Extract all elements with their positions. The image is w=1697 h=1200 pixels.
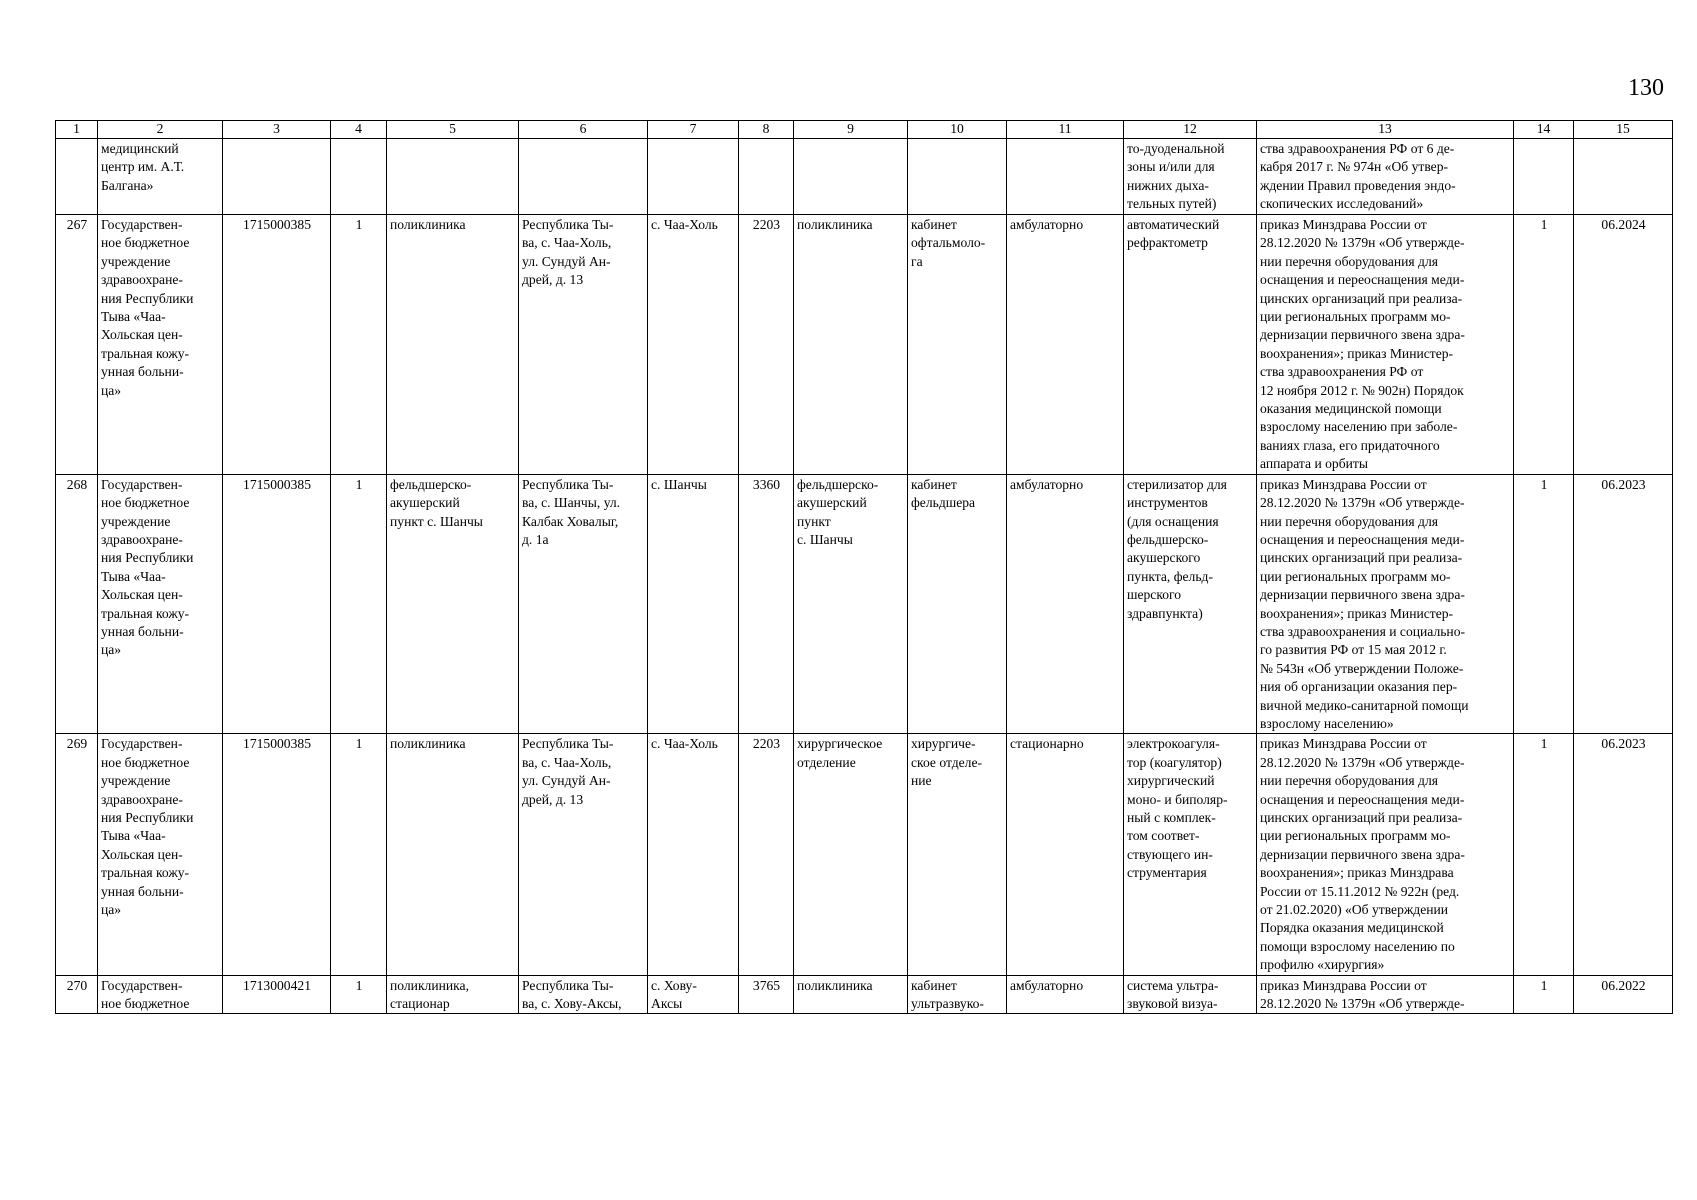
- table-row: [56, 215, 1673, 475]
- quantity-cell: 1: [331, 215, 387, 475]
- equipment-cell: электрокоагуля- тор (коагулятор) хирургический моно- и биполяр- ный с комплек- том соответ- ствующего ин- струментария: [1124, 734, 1257, 975]
- code-cell: 3360: [739, 474, 794, 734]
- column-header: 11: [1007, 121, 1124, 139]
- column-header: 5: [387, 121, 519, 139]
- column-header: 15: [1574, 121, 1673, 139]
- equipment-register-table: [55, 120, 1673, 1014]
- column-header: 12: [1124, 121, 1257, 139]
- address-cell: Республика Ты- ва, с. Хову-Аксы,: [519, 975, 648, 1014]
- code-cell: [739, 139, 794, 215]
- unit-cell: поликлиника: [794, 215, 908, 475]
- column-header: 7: [648, 121, 739, 139]
- inn-cell: [223, 139, 331, 215]
- row-number: 268: [56, 474, 98, 734]
- care-mode-cell: амбулаторно: [1007, 474, 1124, 734]
- column-header: 9: [794, 121, 908, 139]
- facility-type: фельдшерско- акушерский пункт с. Шанчы: [387, 474, 519, 734]
- equipment-cell: то-дуоденальной зоны и/или для нижних дыха- тельных путей): [1124, 139, 1257, 215]
- code-cell: 3765: [739, 975, 794, 1014]
- column-header: 2: [98, 121, 223, 139]
- table-row: [56, 474, 1673, 734]
- column-numbers-header: [56, 121, 1673, 139]
- care-mode-cell: амбулаторно: [1007, 215, 1124, 475]
- column-header: 8: [739, 121, 794, 139]
- inn-cell: 1715000385: [223, 734, 331, 975]
- room-cell: [908, 139, 1007, 215]
- column-header: 13: [1257, 121, 1514, 139]
- legal-basis-cell: приказ Минздрава России от 28.12.2020 № 1379н «Об утвержде- нии перечня оборудования для оснащения и переоснащения меди- цинских организаций при реализа- ции региональных программ мо- дернизации первичного звена здра- воохранения»; приказ Министер- ства здравоохранения РФ от 12 ноября 2012 г. № 902н) Порядок оказания медицинской помощи взрослому населению при заболе- ваниях глаза, его придаточного аппарата и орбиты: [1257, 215, 1514, 475]
- count-cell: 1: [1514, 734, 1574, 975]
- page-number: 130: [1628, 75, 1664, 101]
- legal-basis-cell: ства здравоохранения РФ от 6 де- кабря 2017 г. № 974н «Об утвер- ждении Правил проведения эндо- скопических исследований»: [1257, 139, 1514, 215]
- table-row: [56, 139, 1673, 215]
- facility-type: поликлиника, стационар: [387, 975, 519, 1014]
- legal-basis-cell: приказ Минздрава России от 28.12.2020 № 1379н «Об утвержде-: [1257, 975, 1514, 1014]
- unit-cell: хирургическое отделение: [794, 734, 908, 975]
- header-row: [56, 121, 1673, 139]
- column-header: 4: [331, 121, 387, 139]
- unit-cell: [794, 139, 908, 215]
- date-cell: 06.2023: [1574, 474, 1673, 734]
- row-number: 269: [56, 734, 98, 975]
- care-mode-cell: стационарно: [1007, 734, 1124, 975]
- row-number: [56, 139, 98, 215]
- quantity-cell: 1: [331, 474, 387, 734]
- organization-name: Государствен- ное бюджетное учреждение здравоохране- ния Республики Тыва «Чаа- Хольская цен- тральная кожу- унная больни- ца»: [98, 474, 223, 734]
- row-number: 267: [56, 215, 98, 475]
- count-cell: [1514, 139, 1574, 215]
- table-row: [56, 734, 1673, 975]
- code-cell: 2203: [739, 215, 794, 475]
- count-cell: 1: [1514, 975, 1574, 1014]
- inn-cell: 1713000421: [223, 975, 331, 1014]
- quantity-cell: 1: [331, 734, 387, 975]
- column-header: 1: [56, 121, 98, 139]
- column-header: 14: [1514, 121, 1574, 139]
- equipment-cell: автоматический рефрактометр: [1124, 215, 1257, 475]
- column-header: 3: [223, 121, 331, 139]
- organization-name: Государствен- ное бюджетное учреждение здравоохране- ния Республики Тыва «Чаа- Хольская цен- тральная кожу- унная больни- ца»: [98, 734, 223, 975]
- code-cell: 2203: [739, 734, 794, 975]
- unit-cell: поликлиника: [794, 975, 908, 1014]
- locality-cell: с. Шанчы: [648, 474, 739, 734]
- column-header: 6: [519, 121, 648, 139]
- legal-basis-cell: приказ Минздрава России от 28.12.2020 № 1379н «Об утвержде- нии перечня оборудования для оснащения и переоснащения меди- цинских организаций при реализа- ции региональных программ мо- дернизации первичного звена здра- воохранения»; приказ Минздрава России от 15.11.2012 № 922н (ред. от 21.02.2020) «Об утверждении Порядка оказания медицинской помощи взрослому населению по профилю «хирургия»: [1257, 734, 1514, 975]
- care-mode-cell: [1007, 139, 1124, 215]
- facility-type: [387, 139, 519, 215]
- locality-cell: с. Чаа-Холь: [648, 215, 739, 475]
- date-cell: 06.2024: [1574, 215, 1673, 475]
- room-cell: кабинет офтальмоло- га: [908, 215, 1007, 475]
- organization-name: Государствен- ное бюджетное учреждение здравоохране- ния Республики Тыва «Чаа- Хольская цен- тральная кожу- унная больни- ца»: [98, 215, 223, 475]
- facility-type: поликлиника: [387, 734, 519, 975]
- organization-name: Государствен- ное бюджетное: [98, 975, 223, 1014]
- organization-name: медицинский центр им. А.Т. Балгана»: [98, 139, 223, 215]
- date-cell: 06.2022: [1574, 975, 1673, 1014]
- unit-cell: фельдшерско- акушерский пункт с. Шанчы: [794, 474, 908, 734]
- address-cell: [519, 139, 648, 215]
- locality-cell: [648, 139, 739, 215]
- locality-cell: с. Чаа-Холь: [648, 734, 739, 975]
- column-header: 10: [908, 121, 1007, 139]
- inn-cell: 1715000385: [223, 215, 331, 475]
- locality-cell: с. Хову- Аксы: [648, 975, 739, 1014]
- address-cell: Республика Ты- ва, с. Чаа-Холь, ул. Сундуй Ан- дрей, д. 13: [519, 215, 648, 475]
- inn-cell: 1715000385: [223, 474, 331, 734]
- equipment-cell: стерилизатор для инструментов (для оснащения фельдшерско- акушерского пункта, фельд- шерского здравпункта): [1124, 474, 1257, 734]
- row-number: 270: [56, 975, 98, 1014]
- care-mode-cell: амбулаторно: [1007, 975, 1124, 1014]
- room-cell: хирургиче- ское отделе- ние: [908, 734, 1007, 975]
- room-cell: кабинет ультразвуко-: [908, 975, 1007, 1014]
- count-cell: 1: [1514, 474, 1574, 734]
- equipment-cell: система ультра- звуковой визуа-: [1124, 975, 1257, 1014]
- quantity-cell: 1: [331, 975, 387, 1014]
- date-cell: [1574, 139, 1673, 215]
- quantity-cell: [331, 139, 387, 215]
- address-cell: Республика Ты- ва, с. Шанчы, ул. Калбак Ховалыг, д. 1а: [519, 474, 648, 734]
- date-cell: 06.2023: [1574, 734, 1673, 975]
- legal-basis-cell: приказ Минздрава России от 28.12.2020 № 1379н «Об утвержде- нии перечня оборудования для оснащения и переоснащения меди- цинских организаций при реализа- ции региональных программ мо- дернизации первичного звена здра- воохранения»; приказ Министер- ства здравоохранения и социально- го развития РФ от 15 мая 2012 г. № 543н «Об утверждении Положе- ния об организации оказания пер- вичной медико-санитарной помощи взрослому населению»: [1257, 474, 1514, 734]
- room-cell: кабинет фельдшера: [908, 474, 1007, 734]
- address-cell: Республика Ты- ва, с. Чаа-Холь, ул. Сундуй Ан- дрей, д. 13: [519, 734, 648, 975]
- table-row: [56, 975, 1673, 1014]
- count-cell: 1: [1514, 215, 1574, 475]
- facility-type: поликлиника: [387, 215, 519, 475]
